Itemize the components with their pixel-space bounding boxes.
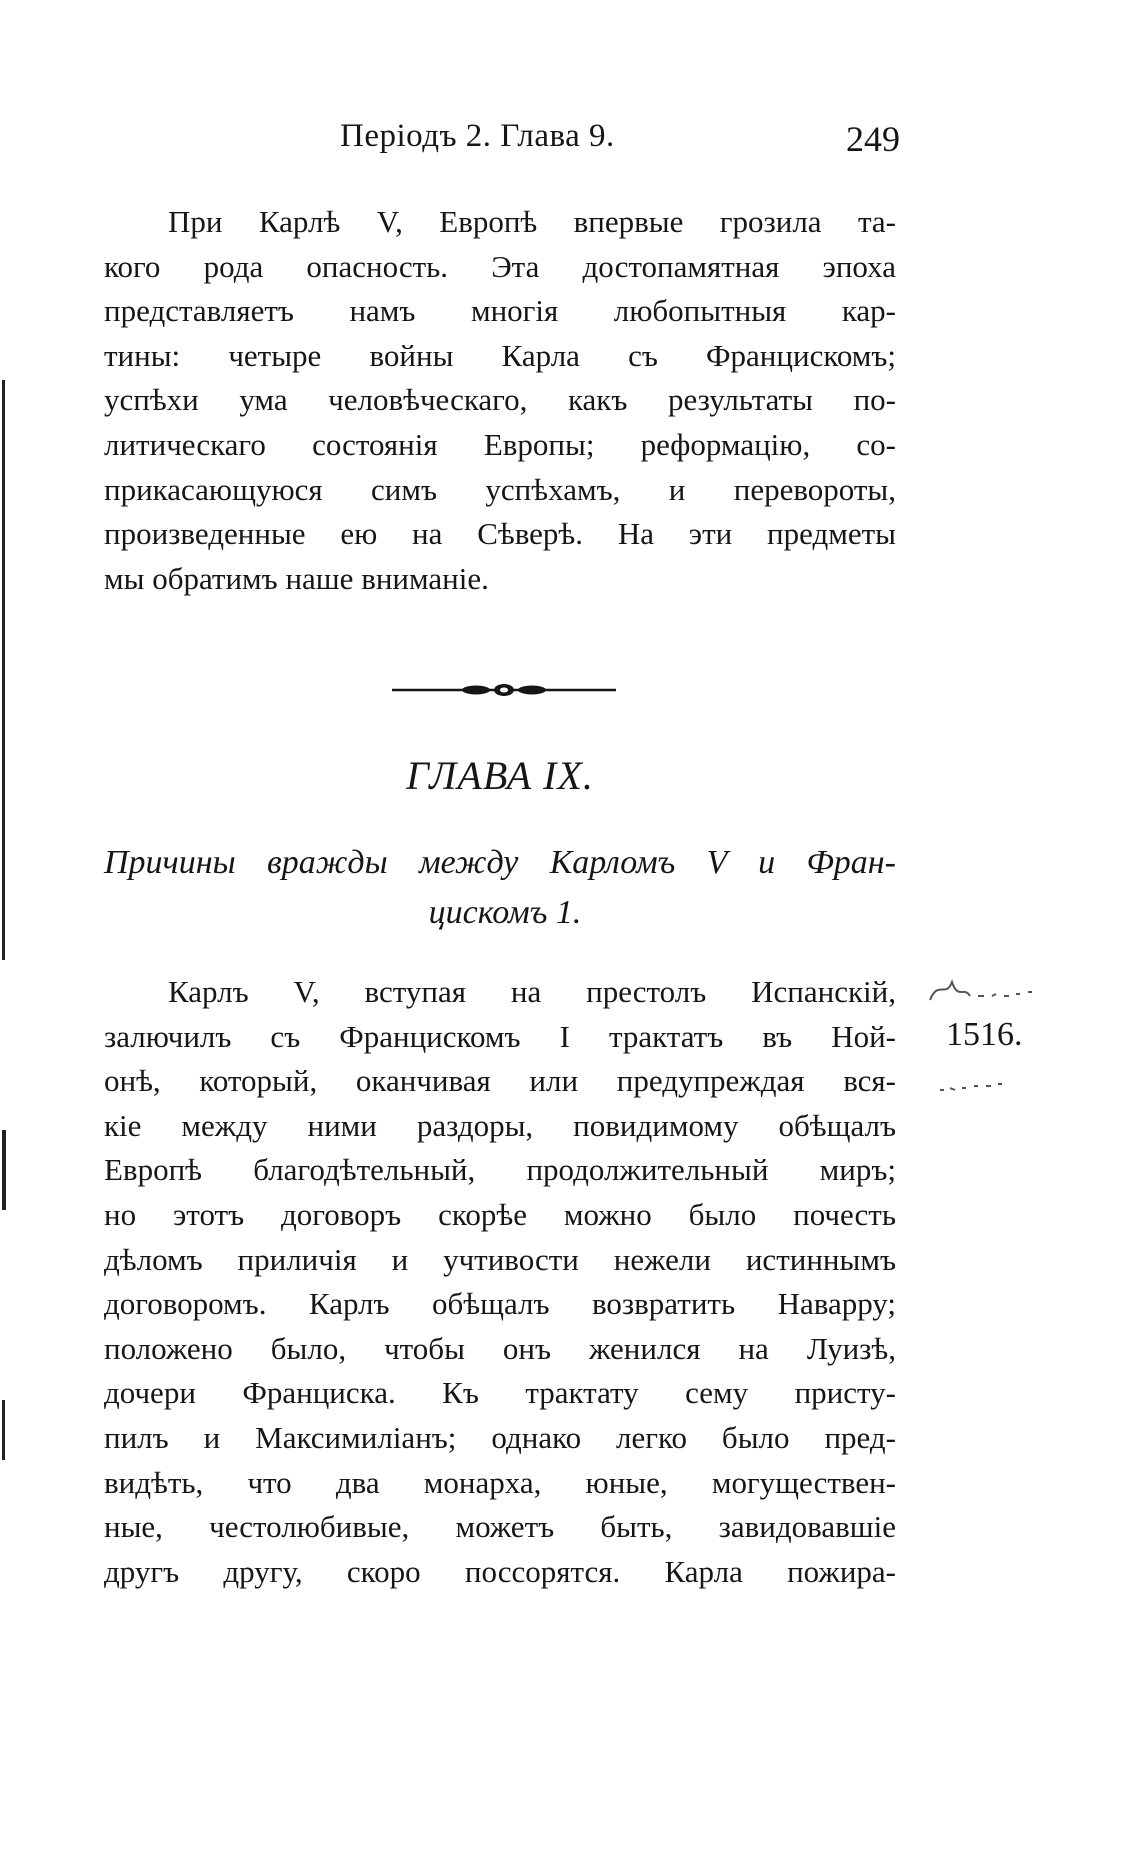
text-line: успѣхи ума человѣческаго, какъ результаты по- [104, 382, 896, 418]
text-line: кого рода опасность. Эта достопамятная эпоха [104, 248, 896, 284]
running-head-title: Періодъ 2. Глава 9. [340, 118, 615, 154]
text-line: произведенные ею на Сѣверѣ. На эти предметы [104, 516, 896, 552]
paragraph-intro [104, 200, 896, 601]
text-line: При Карлѣ V, Европѣ впервые грозила та- [168, 204, 896, 239]
text-line: Европѣ благодѣтельный, продолжительный миръ; [104, 1152, 896, 1188]
scan-edge-mark [2, 1400, 5, 1460]
margin-year-note: 1516. [946, 1016, 1023, 1053]
text-line: представляетъ намъ многія любопытныя кар- [104, 293, 896, 329]
running-head [340, 118, 900, 166]
page-number: 249 [846, 119, 900, 159]
text-line: положено было, чтобы онъ женился на Луизѣ, [104, 1330, 896, 1366]
paragraph-main [104, 970, 896, 1594]
chapter-title: ГЛАВА IX. [406, 753, 594, 798]
section-divider-ornament [392, 682, 616, 698]
chapter-subtitle-line: Причины вражды между Карломъ V и Фран- [104, 844, 896, 881]
text-line: договоромъ. Карлъ обѣщалъ возвратить Наварру; [104, 1286, 896, 1322]
text-line: ные, честолюбивые, можетъ быть, завидовавшіе [104, 1509, 896, 1545]
text-line: пилъ и Максимиліанъ; однако легко было пред- [104, 1419, 896, 1455]
text-line: онѣ, который, оканчивая или предупреждая вся- [104, 1063, 896, 1099]
text-line: залючилъ съ Францискомъ I трактатъ въ Ной- [104, 1018, 896, 1054]
text-line: Карлъ V, вступая на престолъ Испанскій, [168, 974, 896, 1009]
text-line: но этотъ договоръ скорѣе можно было почесть [104, 1196, 896, 1232]
scan-edge-mark [2, 380, 5, 960]
chapter-subtitle [104, 838, 896, 938]
text-line: видѣть, что два монарха, юные, могуществен- [104, 1464, 896, 1500]
text-line: мы обратимъ наше вниманіе. [104, 560, 489, 596]
text-line: прикасающуюся симъ успѣхамъ, и перевороты, [104, 471, 896, 507]
chapter-subtitle-line: цискомъ 1. [428, 894, 582, 931]
text-line: другъ другу, скоро поссорятся. Карла пожира- [104, 1553, 896, 1589]
text-line: дочери Франциска. Къ трактату сему присту- [104, 1375, 896, 1411]
text-line: кіе между ними раздоры, повидимому обѣщалъ [104, 1107, 896, 1143]
text-line: дѣломъ приличія и учтивости нежели истиннымъ [104, 1241, 896, 1277]
handwritten-margin-annotation [920, 960, 1120, 1120]
text-line: тины: четыре войны Карла съ Францискомъ; [104, 337, 896, 373]
scan-edge-mark [2, 1130, 6, 1210]
text-line: литическаго состоянія Европы; реформацію, со- [104, 426, 896, 462]
